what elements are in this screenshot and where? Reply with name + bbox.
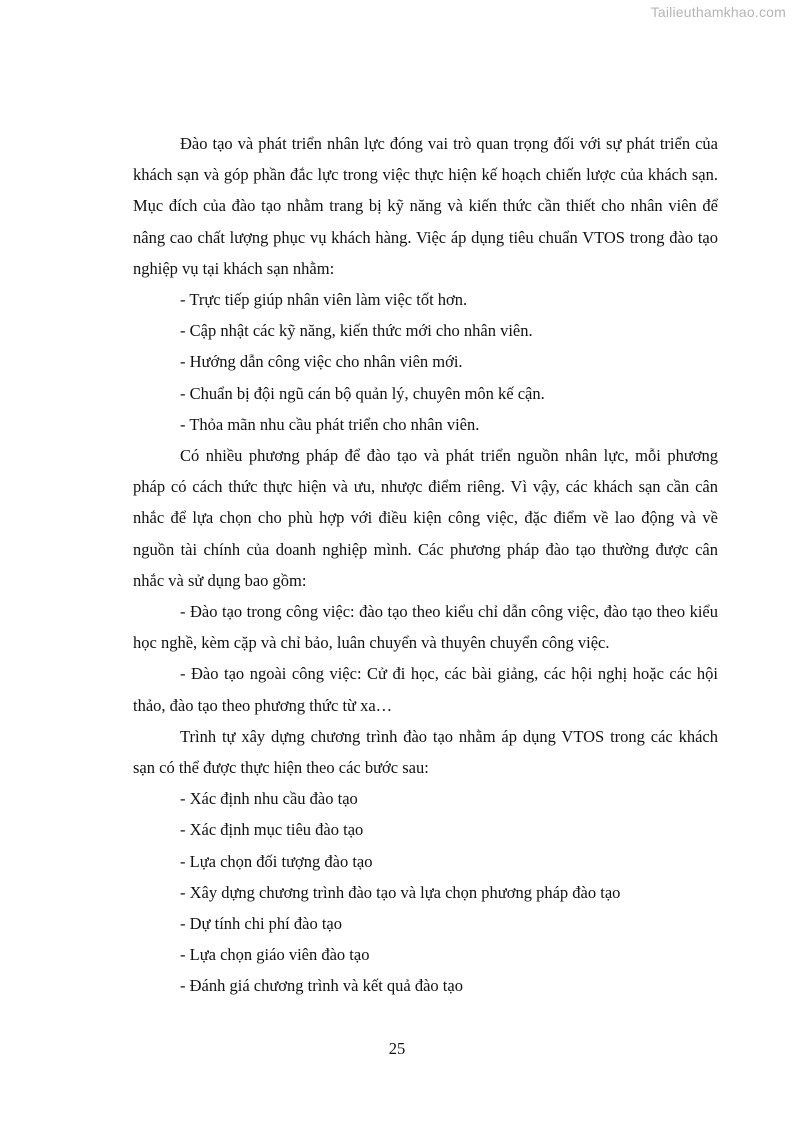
watermark-text: Tailieuthamkhao.com [650, 4, 786, 20]
list-item: - Cập nhật các kỹ năng, kiến thức mới cho nhân viên. [180, 321, 533, 341]
list-item: - Dự tính chi phí đào tạo [180, 914, 342, 934]
list-item: - Hướng dẫn công việc cho nhân viên mới. [180, 352, 463, 372]
paragraph-intro: Đào tạo và phát triển nhân lực đóng vai trò quan trọng đối với sự phát triển của khách sạn và góp phần đắc lực trong việc thực hiện kế hoạch chiến lược của khách sạn. Mục đích của đào tạo nhằm trang bị kỹ năng và kiến thức cần thiết cho nhân viên để nâng cao chất lượng phục vụ khách hàng. Việc áp dụng tiêu chuẩn VTOS trong đào tạo nghiệp vụ tại khách sạn nhằm: [133, 134, 718, 278]
page-number: 25 [388, 1039, 406, 1058]
steps-list [133, 783, 718, 1001]
paragraph-off-the-job: - Đào tạo ngoài công việc: Cử đi học, các bài giảng, các hội nghị hoặc các hội thảo, đào tạo theo phương thức từ xa… [133, 664, 718, 715]
paragraph-methods: Có nhiều phương pháp để đào tạo và phát triển nguồn nhân lực, mỗi phương pháp có cách thức thực hiện và ưu, nhược điểm riêng. Vì vậy, các khách sạn cần cân nhắc để lựa chọn cho phù hợp với điều kiện công việc, đặc điểm về lao động và về nguồn tài chính của doanh nghiệp mình. Các phương pháp đào tạo thường được cân nhắc và sử dụng bao gồm: [133, 446, 718, 590]
paragraph-steps-intro: Trình tự xây dựng chương trình đào tạo nhằm áp dụng VTOS trong các khách sạn có thể được thực hiện theo các bước sau: [133, 726, 718, 778]
list-item: - Xác định nhu cầu đào tạo [180, 789, 358, 809]
paragraph-on-the-job: - Đào tạo trong công việc: đào tạo theo kiểu chỉ dẫn công việc, đào tạo theo kiểu học nghề, kèm cặp và chỉ bảo, luân chuyển và thuyên chuyển công việc. [133, 602, 718, 653]
document-body [133, 128, 718, 1002]
list-item: - Xây dựng chương trình đào tạo và lựa chọn phương pháp đào tạo [180, 882, 621, 902]
purpose-list [133, 284, 718, 440]
list-item: - Xác định mục tiêu đào tạo [180, 820, 364, 840]
list-item: - Chuẩn bị đội ngũ cán bộ quản lý, chuyên môn kế cận. [180, 383, 545, 403]
list-item: - Trực tiếp giúp nhân viên làm việc tốt hơn. [180, 290, 468, 310]
list-item: - Đánh giá chương trình và kết quả đào tạo [180, 976, 463, 996]
list-item: - Thỏa mãn nhu cầu phát triển cho nhân viên. [180, 414, 480, 434]
list-item: - Lựa chọn giáo viên đào tạo [180, 945, 370, 965]
list-item: - Lựa chọn đối tượng đào tạo [180, 851, 373, 871]
